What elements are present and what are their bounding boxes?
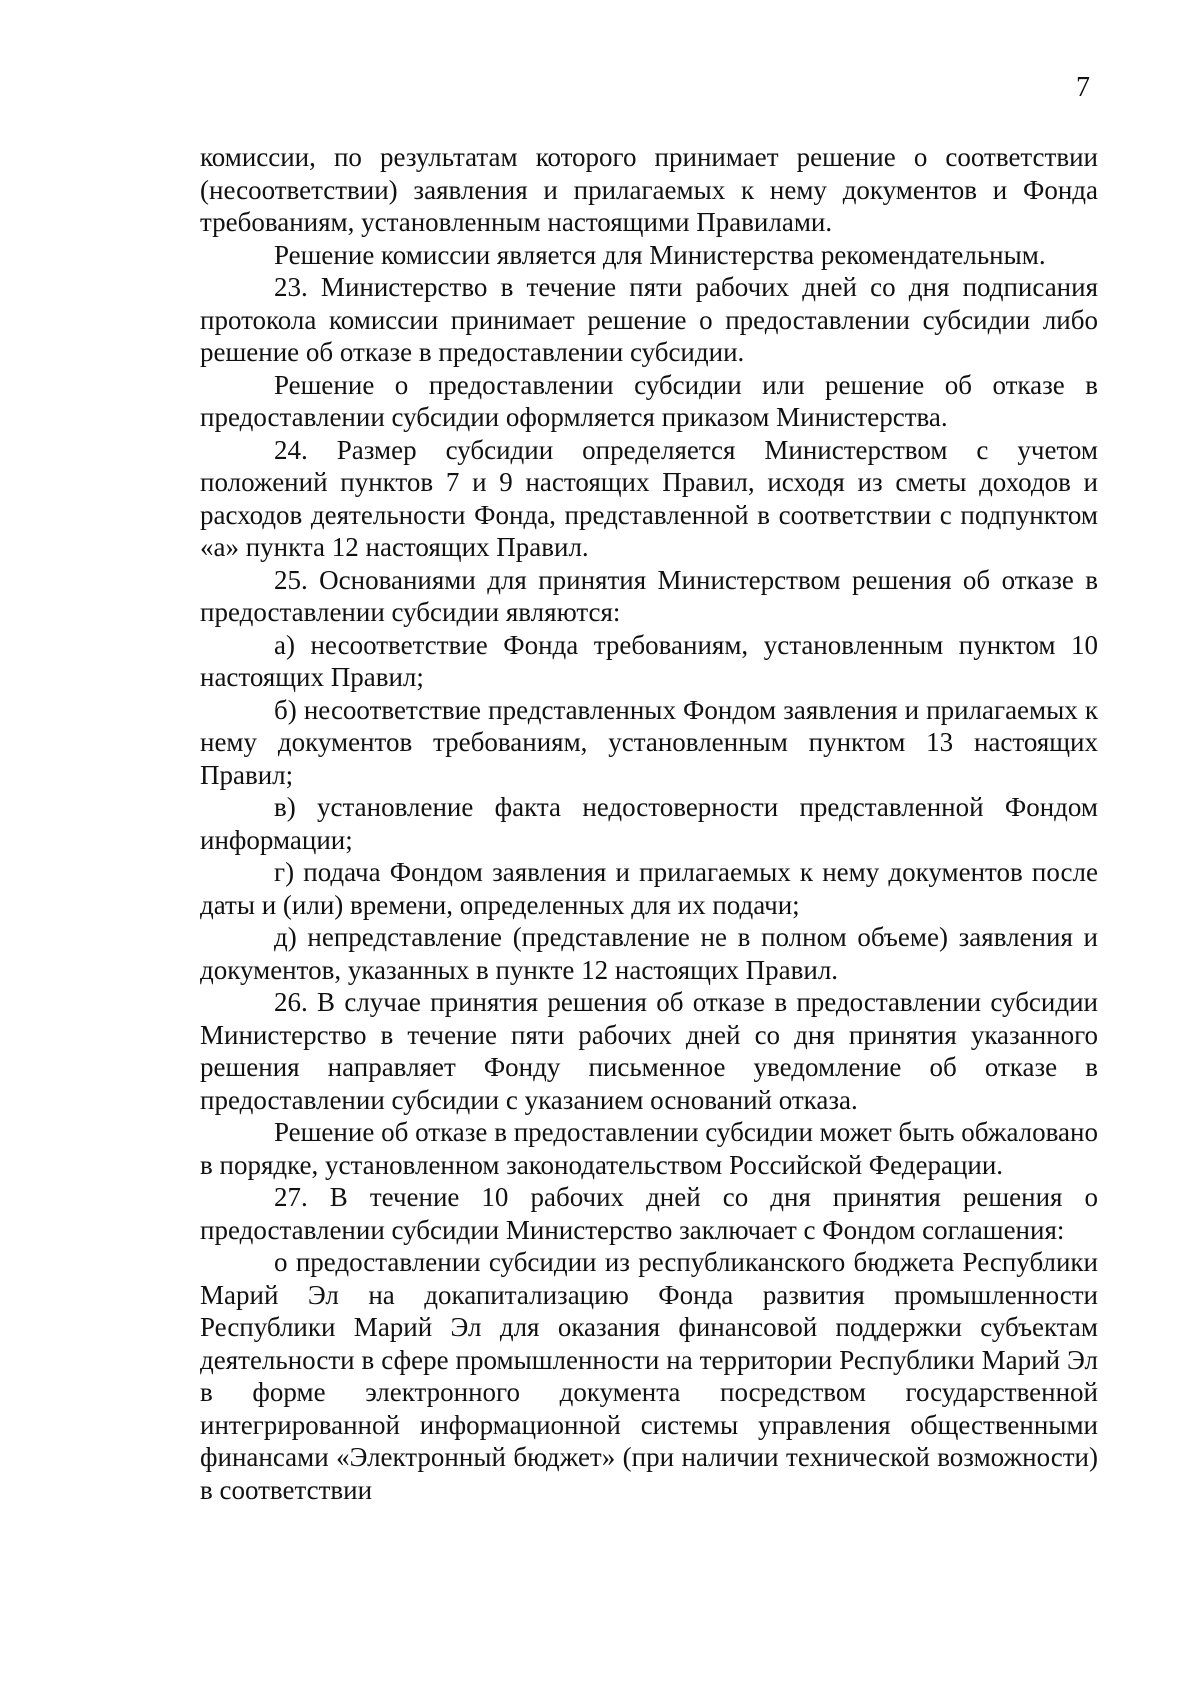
paragraph-clause-25-d: д) непредставление (представление не в полном объеме) заявления и документов, указанных в пункте 12 настоящих Правил. [200, 922, 1098, 985]
paragraph-continuation: комиссии, по результатам которого принимает решение о соответствии (несоответствии) заявления и прилагаемых к нему документов и Фонда требованиям, установленным настоящими Правилами. [200, 142, 1098, 237]
paragraph-clause-25: 25. Основаниями для принятия Министерством решения об отказе в предоставлении субсидии являются: [200, 564, 1098, 627]
paragraph-decision-order: Решение о предоставлении субсидии или решение об отказе в предоставлении субсидии оформляется приказом Министерства. [200, 369, 1098, 432]
paragraph-clause-25-b: б) несоответствие представленных Фондом заявления и прилагаемых к нему документов требованиям, установленным пунктом 13 настоящих Правил; [200, 694, 1098, 790]
paragraph-clause-27: 27. В течение 10 рабочих дней со дня принятия решения о предоставлении субсидии Министерство заключает с Фондом соглашения: [200, 1182, 1098, 1245]
paragraph-agreement-subsidy: о предоставлении субсидии из республиканского бюджета Республики Марий Эл на докапитализацию Фонда развития промышленности Республики Марий Эл для оказания финансовой поддержки субъектам деятельности в сфере промышленности на территории Республики Марий Эл в форме электронного документа посредством государственной интегрированной информационной системы управления общественными финансами «Электронный бюджет» (при наличии технической возможности) в соответствии [200, 1247, 1098, 1505]
paragraph-clause-25-g: г) подача Фондом заявления и прилагаемых к нему документов после даты и (или) времени, определенных для их подачи; [200, 857, 1098, 920]
paragraph-clause-26: 26. В случае принятия решения об отказе в предоставлении субсидии Министерство в течение пяти рабочих дней со дня принятия указанного решения направляет Фонду письменное уведомление об отказе в предоставлении субсидии с указанием оснований отказа. [200, 987, 1098, 1115]
paragraph-clause-24: 24. Размер субсидии определяется Министерством с учетом положений пунктов 7 и 9 настоящих Правил, исходя из сметы доходов и расходов деятельности Фонда, представленной в соответствии с подпунктом «а» пункта 12 настоящих Правил. [200, 434, 1098, 562]
document-body [200, 141, 1098, 1506]
paragraph-clause-25-a: а) несоответствие Фонда требованиям, установленным пунктом 10 настоящих Правил; [200, 629, 1098, 692]
paragraph-appeal: Решение об отказе в предоставлении субсидии может быть обжаловано в порядке, установленном законодательством Российской Федерации. [200, 1117, 1098, 1180]
paragraph-clause-23: 23. Министерство в течение пяти рабочих дней со дня подписания протокола комиссии принимает решение о предоставлении субсидии либо решение об отказе в предоставлении субсидии. [200, 272, 1098, 367]
page-number: 7 [1076, 72, 1090, 103]
paragraph-commission-recommendation: Решение комиссии является для Министерства рекомендательным. [274, 239, 1046, 270]
paragraph-clause-25-v: в) установление факта недостоверности представленной Фондом информации; [200, 792, 1098, 855]
